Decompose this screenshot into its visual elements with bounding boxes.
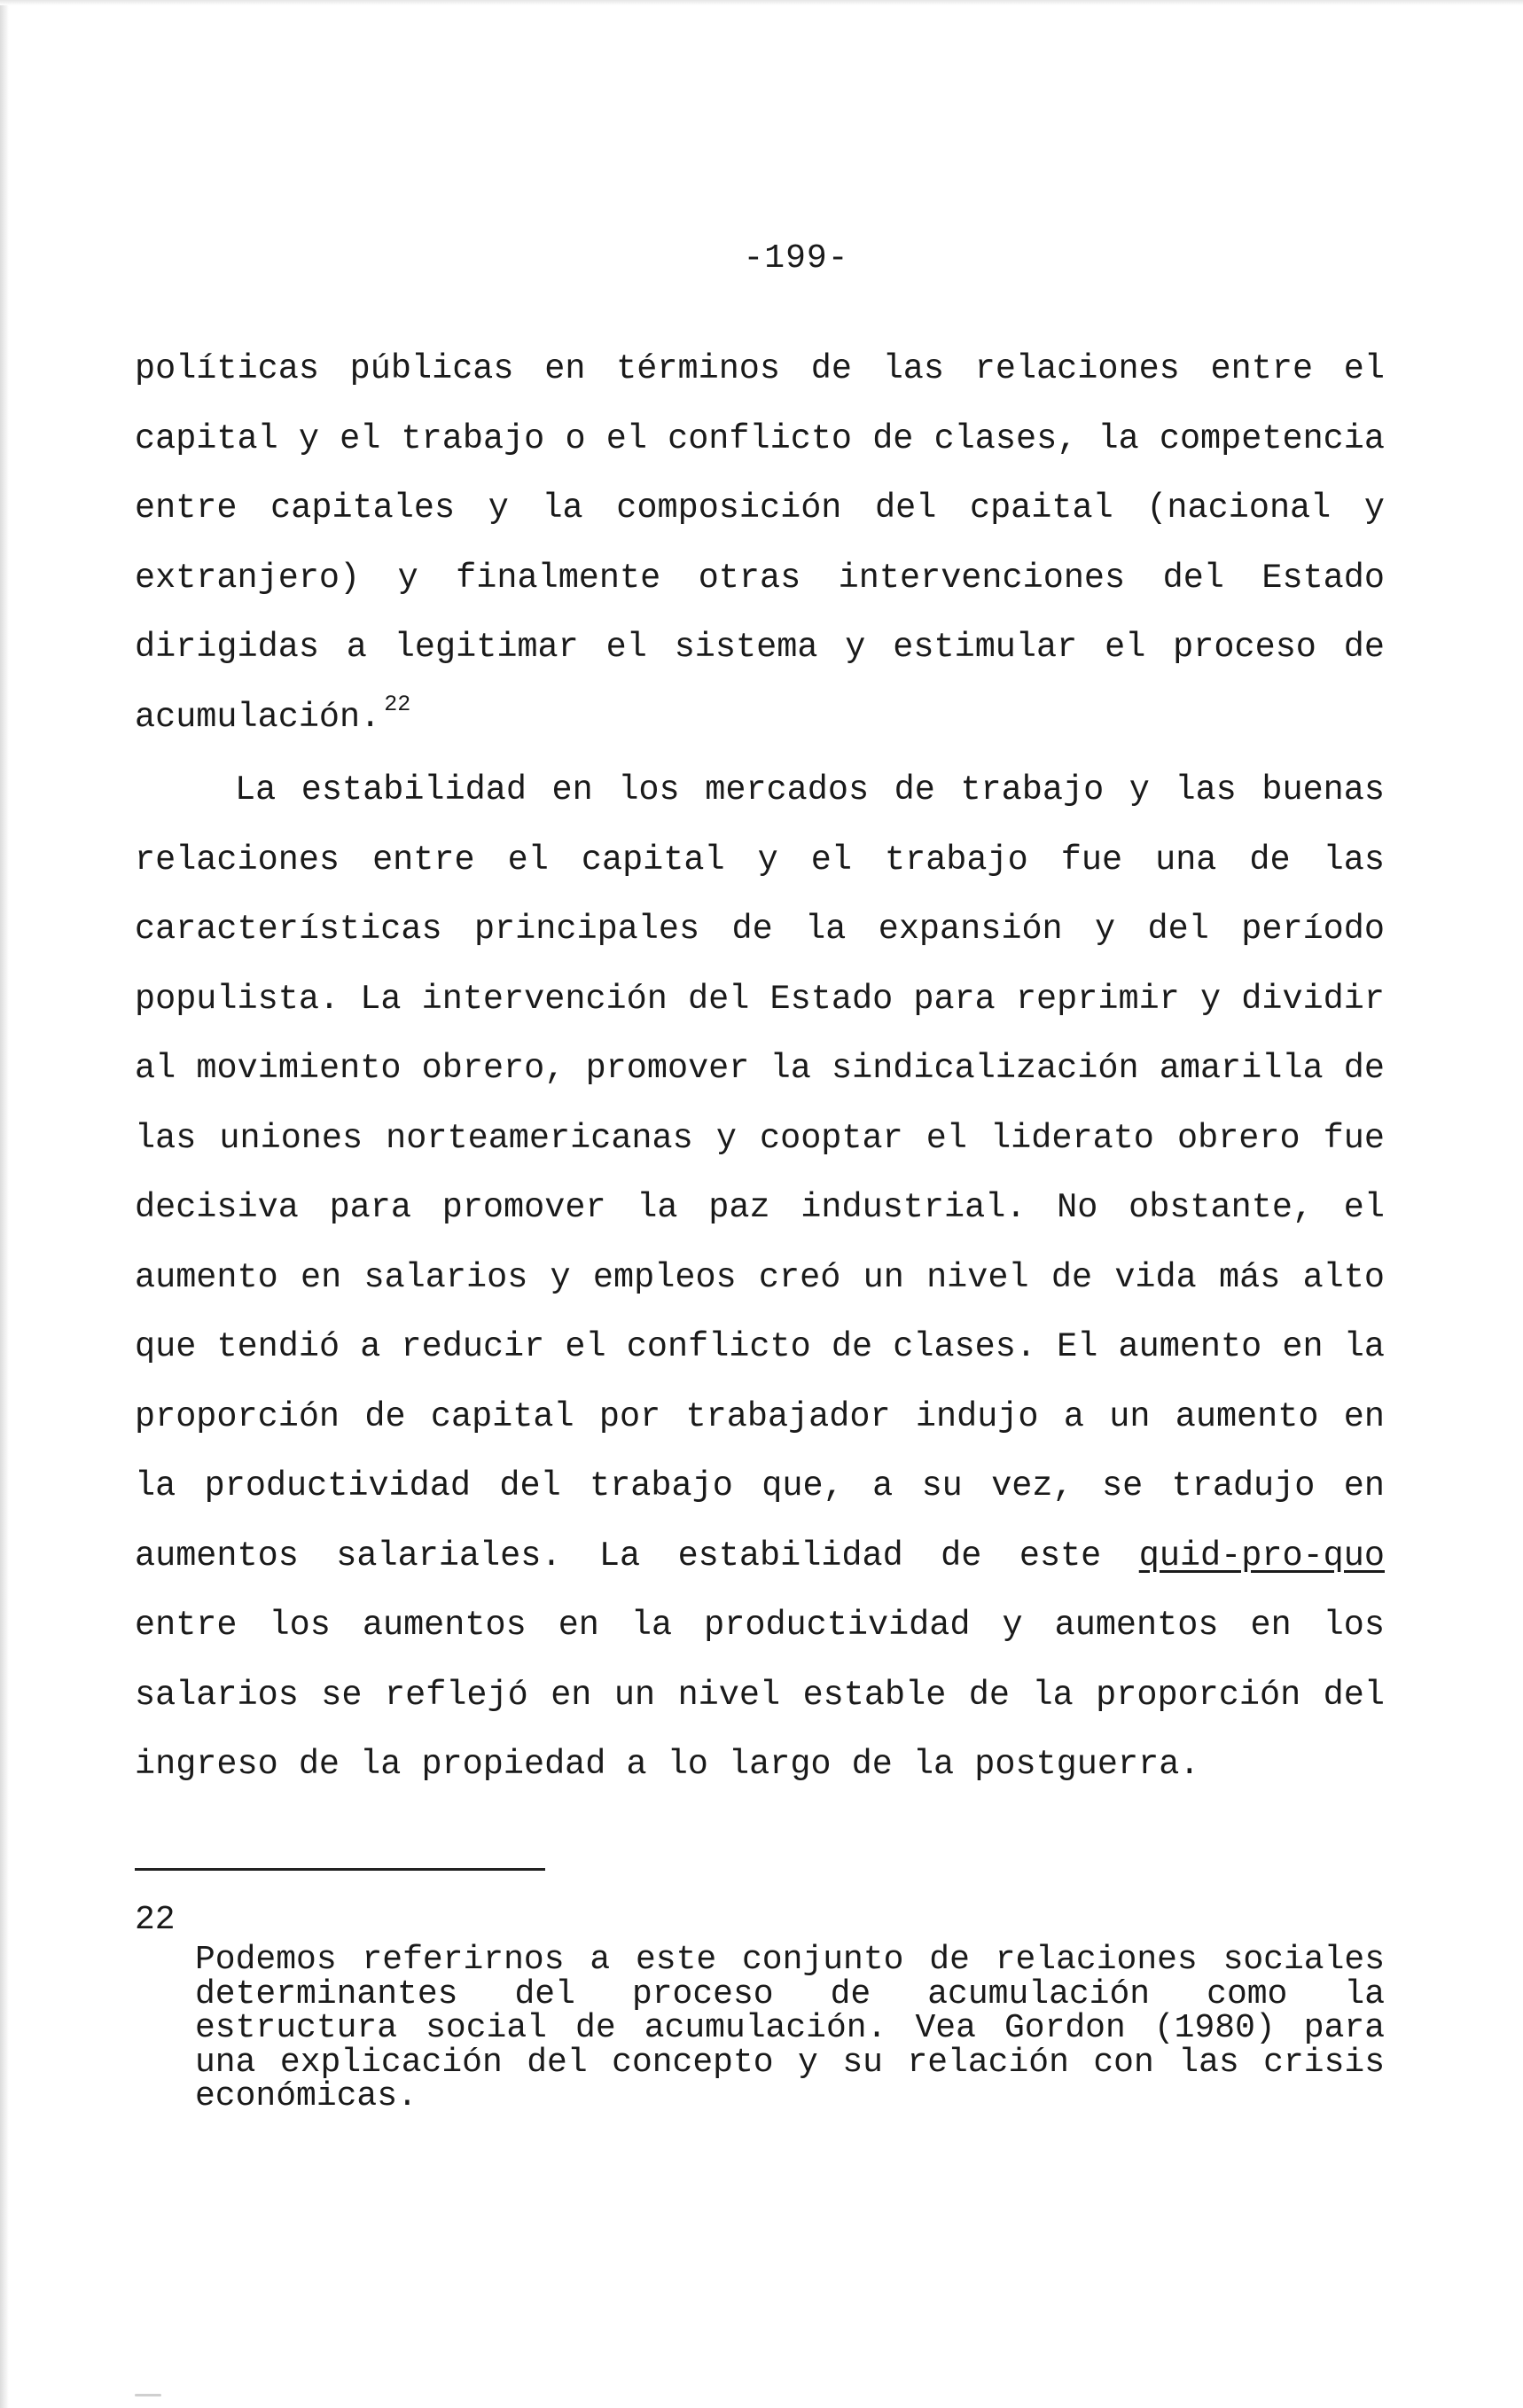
- paragraph-2: [135, 755, 1385, 1800]
- scan-speck: [135, 2394, 161, 2396]
- emphasized-term: quid-pro-quo: [1138, 1536, 1385, 1575]
- paragraph-1-text: políticas públicas en términos de las relaciones entre el capital y el trabajo o el conflicto de clases, la competencia entre capitales y la composición del cpaital (nacional y extranjero) y finalmente otras intervenciones del Estado dirigidas a legitimar el sistema y estimular el proceso de acumulación.: [135, 349, 1385, 737]
- footnote-reference[interactable]: 22: [384, 691, 411, 717]
- paragraph-2-text: La estabilidad en los mercados de trabajo y las buenas relaciones entre el capital y el trabajo fue una de las características principales de la expansión y del período populista. La intervención del Estado para reprimir y dividir al movimiento obrero, promover la sindicalización amarilla de las uniones norteamericanas y cooptar el liderato obrero fue decisiva para promover la paz industrial. No obstante, el aumento en salarios y empleos creó un nivel de vida más alto que tendió a reducir el conflicto de clases. El aumento en la proporción de capital por trabajador indujo a un aumento en la productividad del trabajo que, a su vez, se tradujo en aumentos salariales. La estabilidad de este: [135, 770, 1385, 1575]
- footnote-text: Podemos referirnos a este conjunto de relaciones sociales determinantes del proceso de acumulación como la estructura social de acumulación. Vea Gordon (1980) para una explicación del concepto y su relación con las crisis económicas.: [195, 1941, 1385, 2115]
- page-number-text: -199-: [743, 239, 849, 278]
- paragraph-1: [135, 334, 1385, 755]
- page-top-shadow: [0, 0, 1523, 5]
- body-text: [135, 334, 1385, 1800]
- footnote-marker: 22: [135, 1901, 176, 1939]
- footnote-separator: [135, 1868, 545, 1871]
- page-edge-shadow: [0, 0, 9, 2408]
- page-number: [0, 239, 1523, 278]
- paragraph-2-tail: entre los aumentos en la productividad y aumentos en los salarios se reflejó en un nivel estable de la proporción del ingreso de la propiedad a lo largo de la postguerra.: [135, 1606, 1385, 1784]
